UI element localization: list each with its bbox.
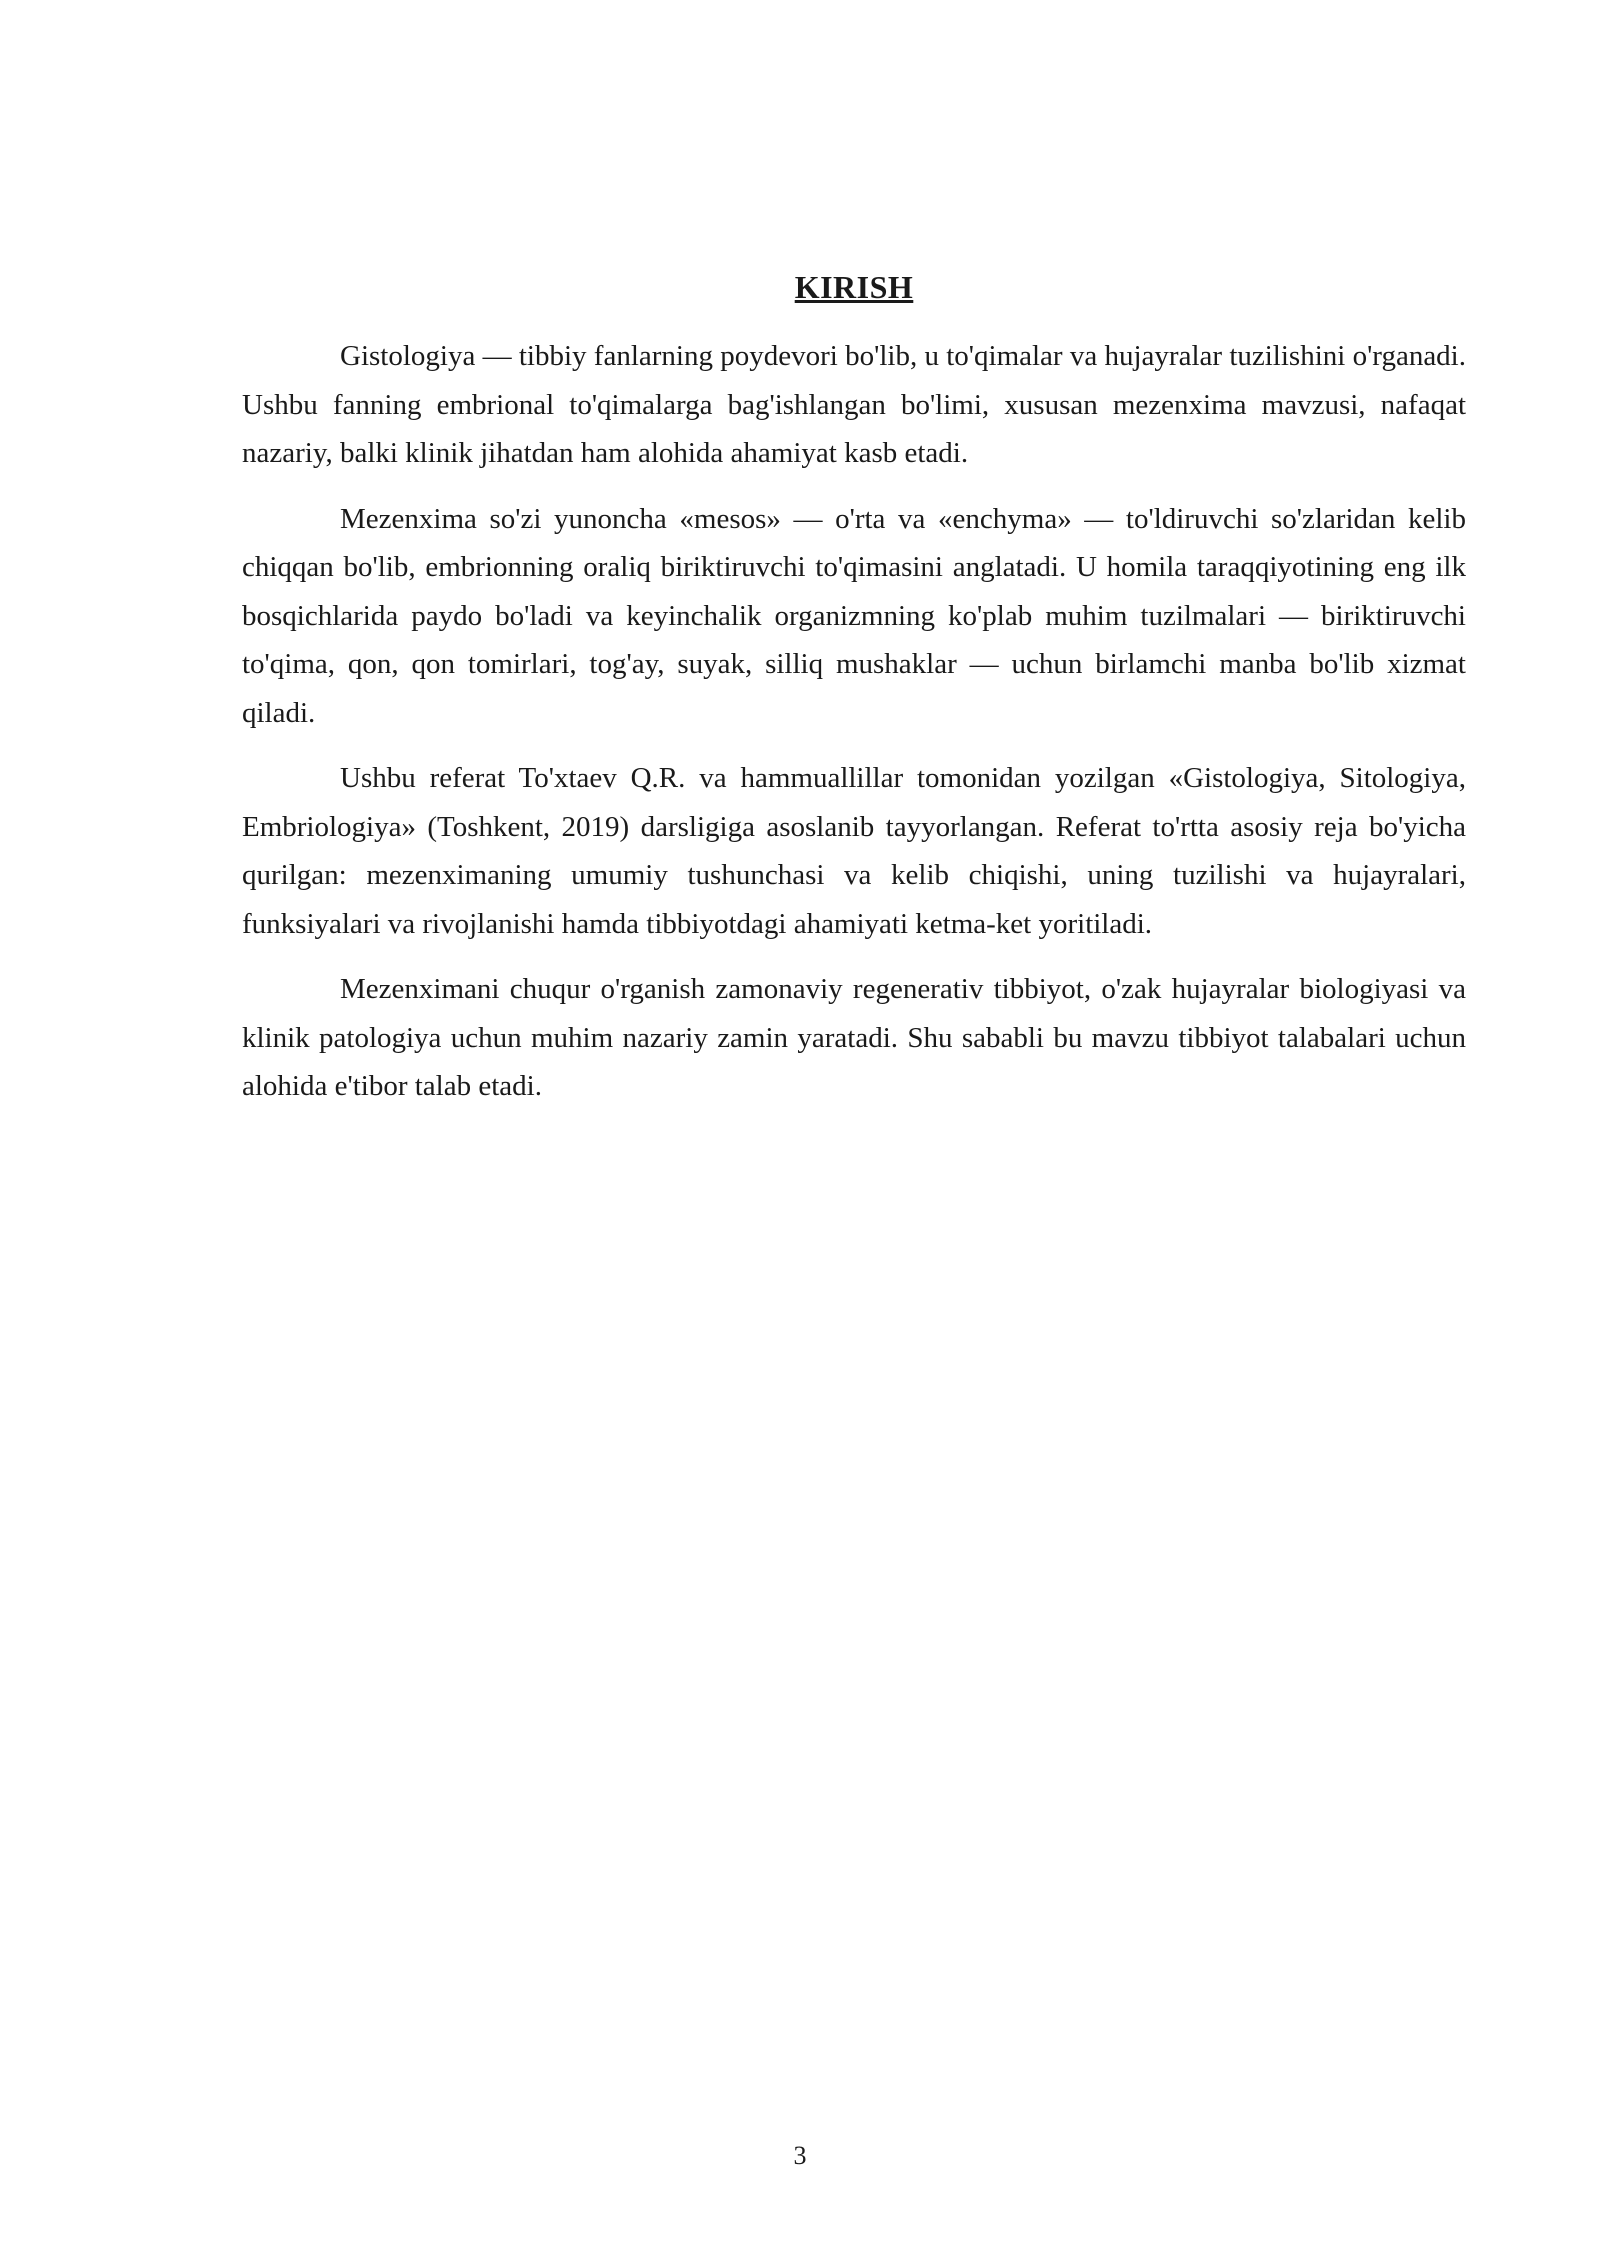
page-number: 3 [793,2141,807,2170]
section-title: KIRISH [794,269,914,305]
paragraph-etymology: Mezenxima so'zi yunoncha «mesos» — o'rta va «enchyma» — to'ldiruvchi so'zlaridan kelib chiqqan bo'lib, embrionning oraliq biriktiruvchi to'qimasini anglatadi. U homila taraqqiyotining eng ilk bosqichlarida paydo bo'ladi va keyinchalik organizmning ko'plab muhim tuzilmalari — biriktiruvchi to'qima, qon, qon tomirlari, tog'ay, suyak, silliq mushaklar — uchun birlamchi manba bo'lib xizmat qiladi. [242,502,1466,729]
page-content [242,262,1466,1128]
paragraph-intro: Gistologiya — tibbiy fanlarning poydevori bo'lib, u to'qimalar va hujayralar tuzilishini o'rganadi. Ushbu fanning embrional to'qimalarga bag'ishlangan bo'limi, xususan mezenxima mavzusi, nafaqat nazariy, balki klinik jihatdan ham alohida ahamiyat kasb etadi. [242,340,1466,469]
paragraph-source: Ushbu referat To'xtaev Q.R. va hammuallillar tomonidan yozilgan «Gistologiya, Sitologiya, Embriologiya» (Toshkent, 2019) darsligiga asoslanib tayyorlangan. Referat to'rtta asosiy reja bo'yicha qurilgan: mezenximaning umumiy tushunchasi va kelib chiqishi, uning tuzilishi va hujayralari, funksiyalari va rivojlanishi hamda tibbiyotdagi ahamiyati ketma-ket yoritiladi. [242,762,1466,940]
paragraph-conclusion: Mezenximani chuqur o'rganish zamonaviy regenerativ tibbiyot, o'zak hujayralar biologiyasi va klinik patologiya uchun muhim nazariy zamin yaratadi. Shu sababli bu mavzu tibbiyot talabalari uchun alohida e'tibor talab etadi. [242,973,1466,1102]
